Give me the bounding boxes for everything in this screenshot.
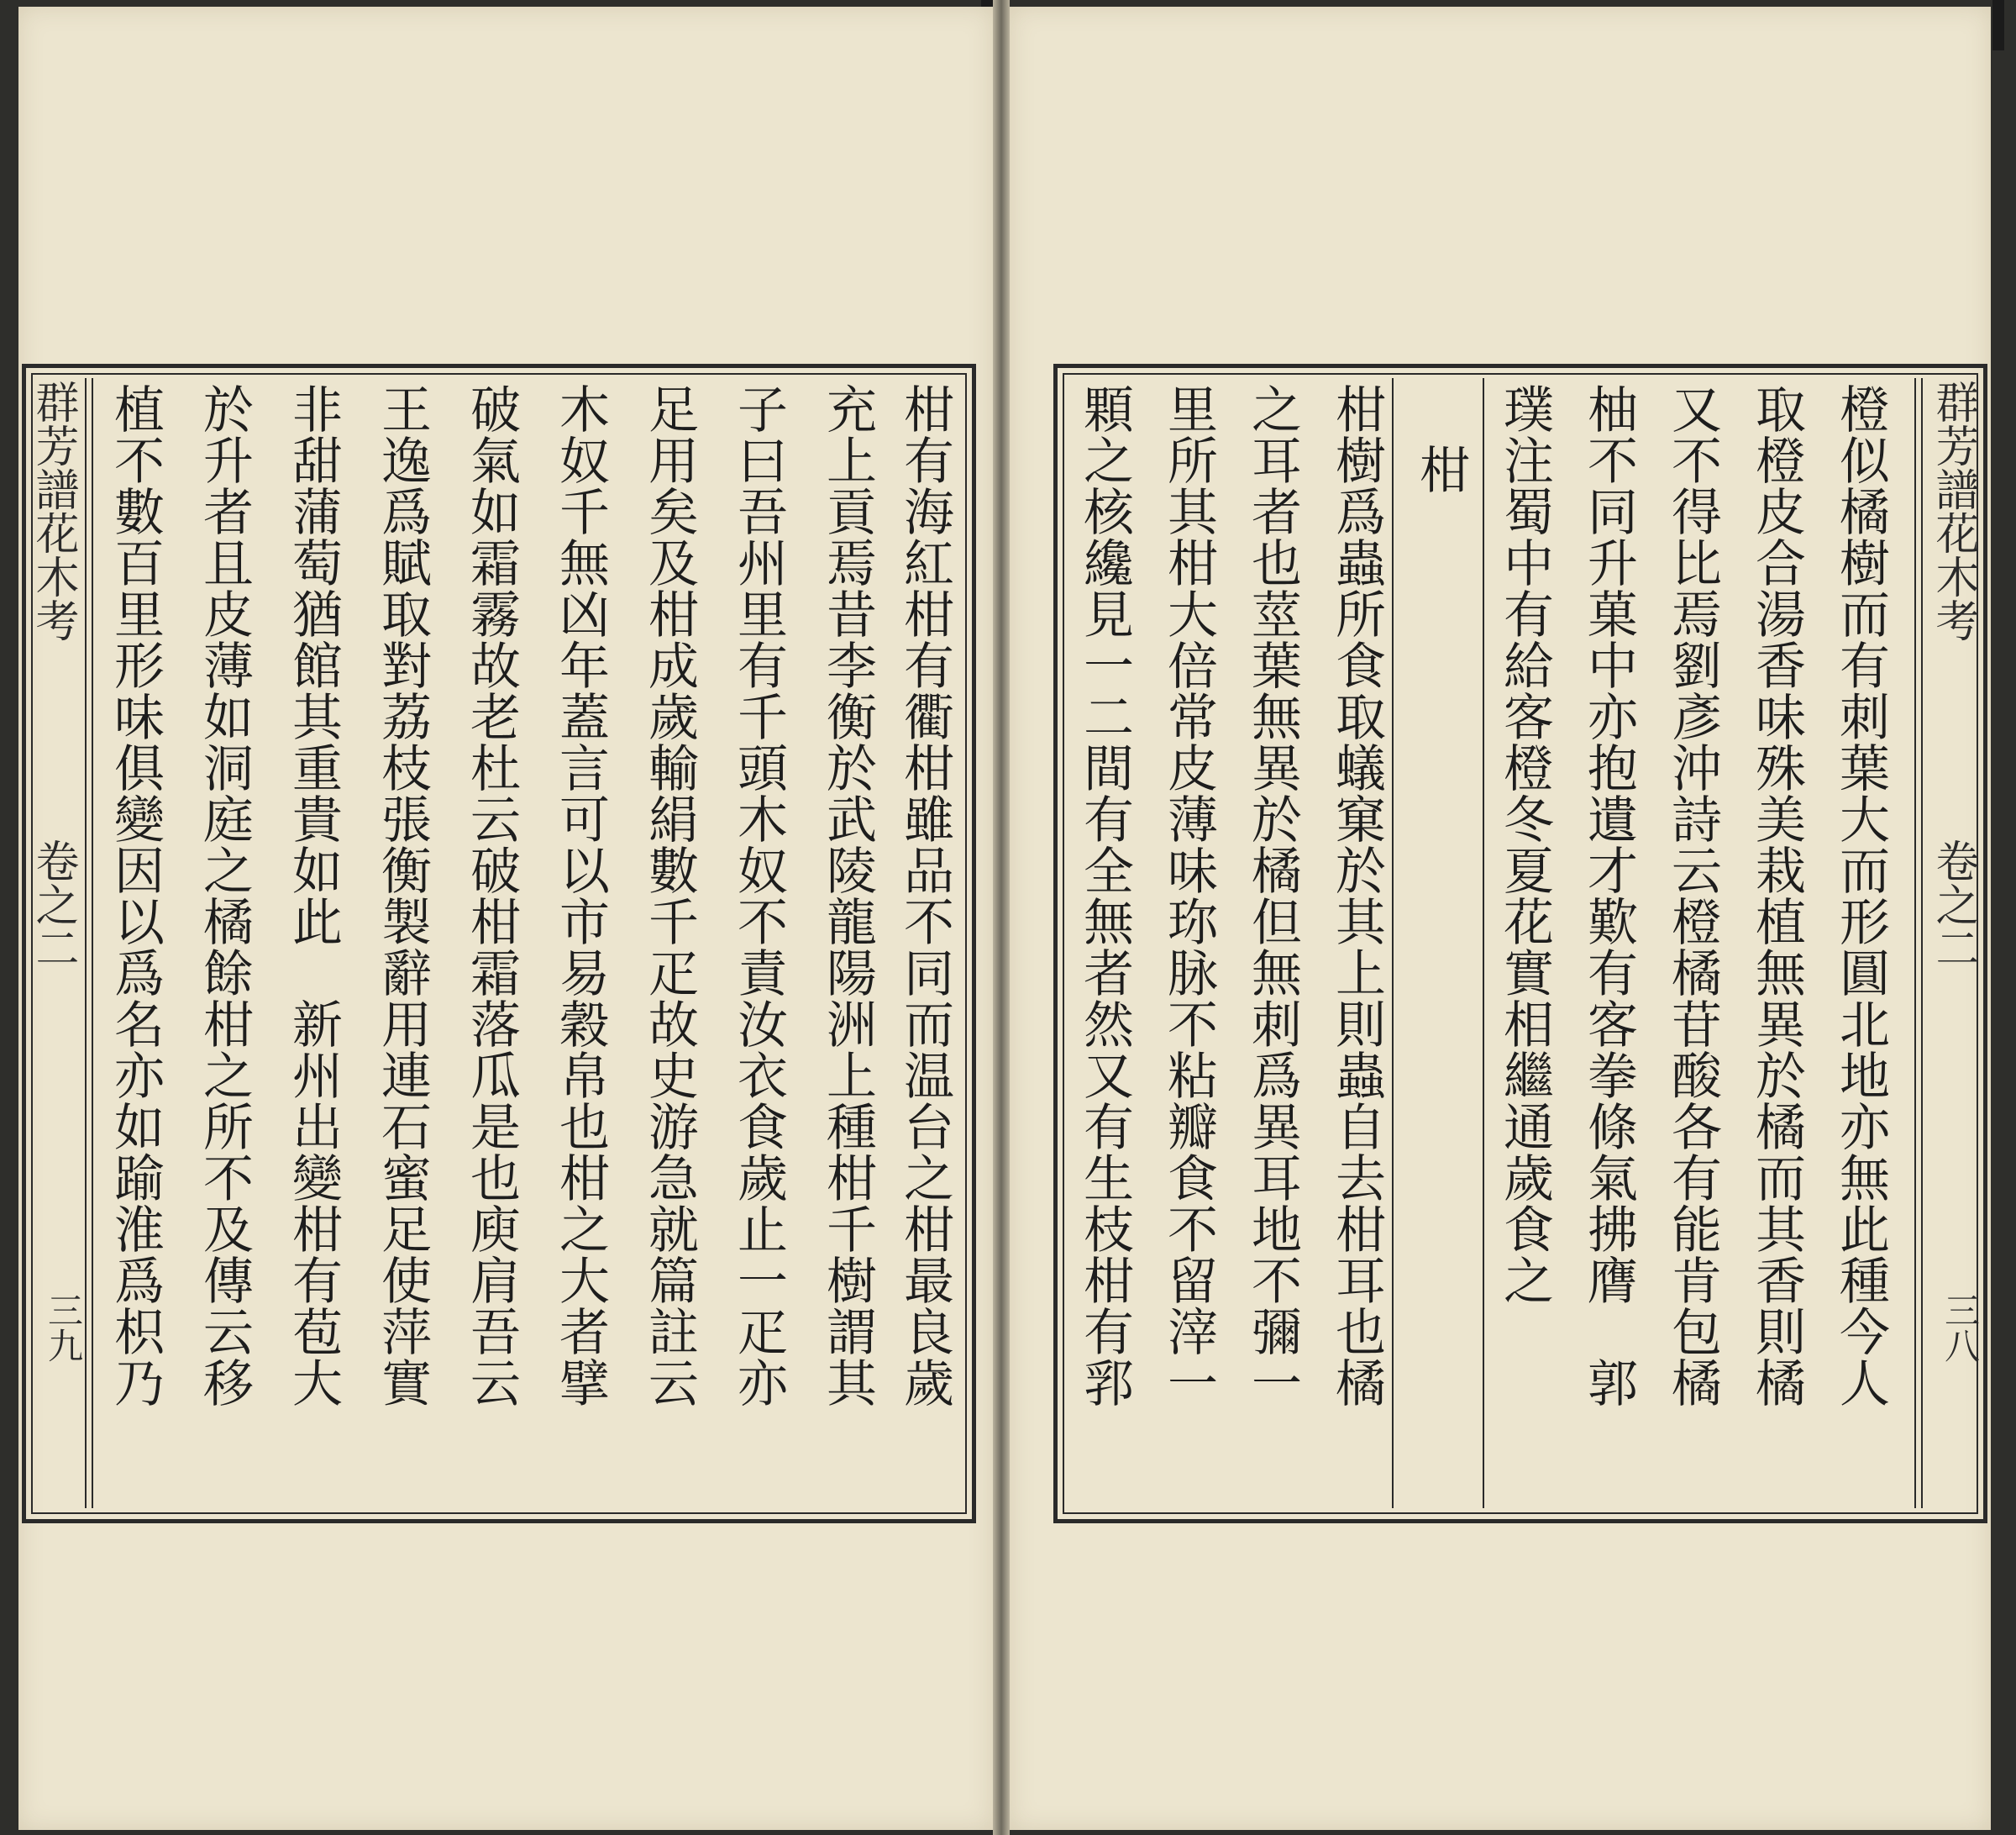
right-col-4: 柚不同升菓中亦抱遺才歎有客拳條氣拂膺 郭	[1579, 383, 1638, 1408]
right-col-1: 橙似橘樹而有刺葉大而形圓北地亦無此種今人	[1831, 383, 1890, 1408]
left-col-1: 柑有海紅柑有衢柑雖品不同而温台之柑最良歲	[895, 383, 954, 1408]
left-col-4: 足用矣及柑成歲輸絹數千疋故史游急就篇註云	[640, 383, 699, 1408]
left-col-3: 子曰吾州里有千頭木奴不責汝衣食歲止一疋亦	[729, 383, 788, 1408]
right-section-rule	[1392, 378, 1394, 1508]
left-col-6: 破氣如霜霧故老杜云破柑霜落瓜是也庾肩吾云	[462, 383, 521, 1408]
left-margin-volume: 卷之二	[28, 839, 78, 970]
right-page	[1010, 7, 1991, 1830]
right-section-rule-2	[1483, 378, 1484, 1508]
right-col-2: 取橙皮合湯香味殊美栽植無異於橘而其香則橘	[1747, 383, 1806, 1408]
left-col-2: 充上貢焉昔李衡於武陵龍陽洲上種柑千樹謂其	[818, 383, 877, 1408]
right-col-10: 顆之核纔見一二間有全無者然又有生枝柑有郛	[1075, 383, 1134, 1408]
right-margin-title: 群芳譜花木考	[1928, 380, 1978, 642]
left-col-9: 於升者且皮薄如洞庭之橘餘柑之所不及傳云移	[195, 383, 254, 1408]
right-col-8: 之耳者也莖葉無異於橘但無刺爲異耳地不彌一	[1243, 383, 1302, 1408]
left-margin-rule	[85, 378, 87, 1508]
left-page	[18, 7, 993, 1830]
left-margin-rule-2	[92, 378, 93, 1508]
right-section-heading: 柑	[1411, 444, 1470, 495]
right-text-frame	[1053, 364, 1987, 1523]
right-margin-volume: 卷之二	[1928, 839, 1978, 970]
left-text-frame	[22, 364, 976, 1523]
left-col-8: 非甜蒲萄猶館其重貴如此 新州出變柑有苞大	[284, 383, 343, 1408]
right-folio: 三八	[1940, 1292, 1981, 1363]
left-col-7: 王逸爲賦取對荔枝張衡製辭用連石蜜足使萍實	[373, 383, 432, 1408]
left-margin-title: 群芳譜花木考	[28, 380, 78, 642]
right-margin-rule-2	[1921, 378, 1923, 1508]
book-gutter	[993, 0, 1010, 1835]
right-col-7: 柑樹爲蟲所食取蟻窠於其上則蟲自去柑耳也橘	[1327, 383, 1386, 1408]
right-col-9: 里所其柑大倍常皮薄味珎脉不粘瓣食不留滓一	[1159, 383, 1218, 1408]
right-margin-rule	[1914, 378, 1916, 1508]
left-col-5: 木奴千無凶年蓋言可以市易穀帛也柑之大者擘	[551, 383, 610, 1408]
page-clip-right	[1992, 0, 2004, 50]
left-col-10: 植不數百里形味俱變因以爲名亦如踰淮爲枳乃	[106, 383, 165, 1408]
right-col-3: 又不得比焉劉彥沖詩云橙橘苷酸各有能肯包橘	[1663, 383, 1722, 1408]
right-col-5: 璞注蜀中有給客橙冬夏花實相繼通歲食之	[1495, 383, 1554, 1306]
left-folio: 三九	[43, 1292, 84, 1363]
